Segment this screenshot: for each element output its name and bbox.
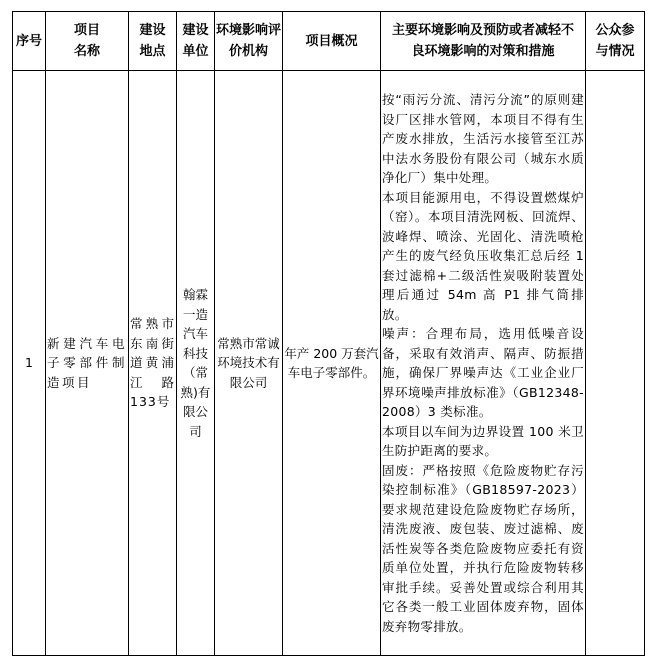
header-construction-unit: 建设 单位 [177,12,215,71]
header-location: 建设 地点 [129,12,177,71]
measure-noise: 噪声：合理布局，选用低噪音设备，采取有效消声、隔声、防振措施，确保厂界噪声达《工业企业厂界环境噪声排放标准》（GB12348-2008）3 类标准。 [382,326,584,419]
header-project-name: 项目 名称 [46,12,129,71]
header-eia-agency: 环境影响评 价机构 [215,12,283,71]
cell-eia-agency: 常熟市常诚环境技术有限公司 [215,71,283,656]
table-row [13,71,645,656]
header-overview: 项目概况 [283,12,381,71]
cell-public-participation [586,71,645,656]
cell-project-name: 新建汽车电子零部件制造项目 [46,71,129,656]
cell-construction-unit: 翰霖一造汽车科技（常熟)有限公司 [177,71,215,656]
cell-location: 常熟市东南街道黄浦江 路133号 [129,71,177,656]
measure-protection-distance: 本项目以车间为边界设置 100 米卫生防护距离的要求。 [382,423,584,458]
measure-air: 本项目能源用电，不得设置燃煤炉（窑）。本项目清洗网板、回流焊、波峰焊、喷涂、光固化、清洗喷枪产生的废气经负压收集汇总后经 1 套过滤棉+二级活性炭吸附装置处理后通过 54m 高 P1 排气筒排放。 [382,189,584,322]
measure-solid-waste: 固废：严格按照《危险废物贮存污染控制标准》（GB18597-2023）要求规范建设危险废物贮存场所，清洗废液、废包装、废过滤棉、废活性炭等各类危险废物应委托有资质单位处置，并执行危险废物转移审批手续。妥善处置或综合利用其它各类一般工业固体废弃物，固体废弃物零排放。 [382,462,584,634]
header-measures: 主要环境影响及预防或者减轻不 良环境影响的对策和措施 [381,12,586,71]
cell-no: 1 [13,71,46,656]
cell-measures [381,71,586,656]
header-public-participation: 公众参 与情况 [586,12,645,71]
header-no: 序号 [13,12,46,71]
measure-water: 按“雨污分流、清污分流”的原则建设厂区排水管网，本项目不得有生产废水排放，生活污水接管至江苏中法水务股份有限公司（城东水质净化厂）集中处理。 [382,92,584,185]
cell-overview: 年产 200 万套汽车电子零部件。 [283,71,381,656]
header-row [13,12,645,71]
eia-approval-table [12,11,645,656]
